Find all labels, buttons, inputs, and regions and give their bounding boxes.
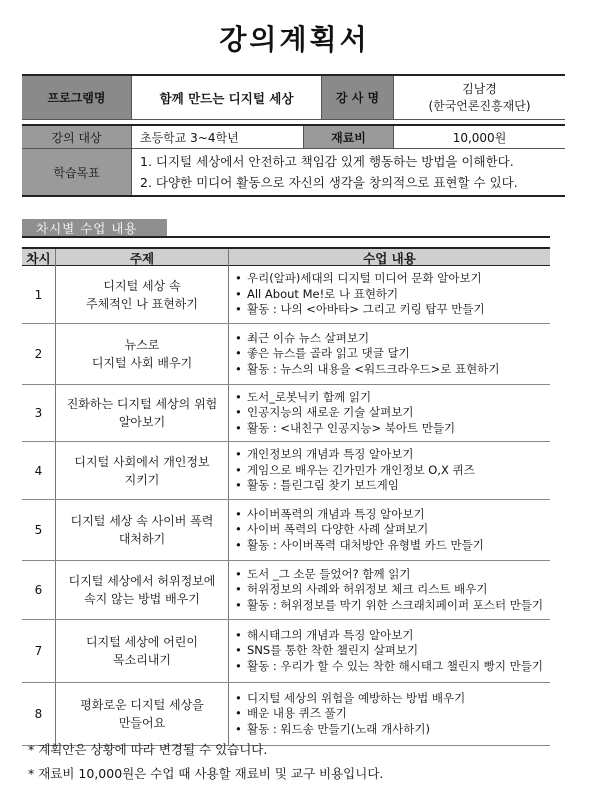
topic-line: 디지털 사회에서 개인정보 — [74, 454, 210, 469]
content-item: • 사이버폭력의 개념과 특징 알아보기 — [233, 507, 425, 523]
topic-line: 평화로운 디지털 세상을 — [80, 698, 204, 712]
session-content — [229, 683, 550, 745]
document-title: 강의계획서 — [219, 23, 370, 56]
target-goal-block — [22, 124, 565, 197]
topic-line: 진화하는 디지털 세상의 위험 — [66, 397, 218, 411]
goal-item: 1. 디지털 세상에서 안전하고 책임감 있게 행동하는 방법을 이해한다. — [140, 154, 514, 169]
content-item: • 도서_로봇닉키 함께 읽기 — [233, 390, 371, 406]
topic-line: 지키기 — [124, 472, 160, 487]
session-content — [229, 620, 550, 682]
topic-line: 대처하기 — [118, 532, 166, 546]
content-item: • 활동 : 뉴스의 내용을 <워드크라우드>로 표현하기 — [233, 362, 500, 378]
note-fee: * 재료비 10,000원은 수업 때 사용할 재료비 및 교구 비용입니다. — [28, 766, 384, 781]
table-row — [22, 683, 550, 746]
content-item: • SNS를 통한 착한 챌린지 살펴보기 — [233, 643, 418, 659]
header-content: 수업 내용 — [363, 251, 416, 266]
content-item: • 최근 이슈 뉴스 살펴보기 — [233, 331, 369, 347]
topic-line: 디지털 세상에서 허위정보에 — [68, 574, 216, 588]
session-content — [229, 266, 550, 323]
session-content — [229, 561, 550, 619]
session-number: 2 — [22, 324, 56, 384]
schedule-header — [22, 249, 550, 266]
fee-value: 10,000원 — [452, 130, 507, 145]
target-label: 강의 대상 — [22, 126, 132, 148]
content-item: • 우리(알파)세대의 디지털 미디어 문화 알아보기 — [233, 271, 482, 287]
session-number: 1 — [22, 266, 56, 323]
content-item: • 활동 : 허위정보를 막기 위한 스크래치페이퍼 포스터 만들기 — [233, 598, 543, 614]
session-topic — [56, 500, 229, 560]
table-row — [22, 385, 550, 442]
teacher-info — [394, 76, 565, 119]
content-item: • 활동 : 우리가 할 수 있는 착한 해시태그 챌린지 빵지 만들기 — [233, 659, 543, 675]
content-item: • 활동 : 틀린그림 찾기 보드게임 — [233, 478, 399, 494]
content-item: • 활동 : <내친구 인공지능> 북아트 만들기 — [233, 421, 455, 437]
goal-list — [132, 148, 565, 195]
session-topic — [56, 620, 229, 682]
content-item: • 허위정보의 사례와 허위정보 체크 리스트 배우기 — [233, 582, 487, 598]
session-topic — [56, 561, 229, 619]
teacher-label: 강 사 명 — [322, 76, 394, 119]
program-label: 프로그램명 — [22, 76, 132, 119]
table-row — [22, 500, 550, 561]
program-value: 함께 만드는 디지털 세상 — [132, 76, 322, 119]
topic-line: 디지털 세상 속 — [103, 278, 181, 293]
section-title: 차시별 수업 내용 — [22, 219, 167, 236]
content-item: • 해시태그의 개념과 특징 알아보기 — [233, 628, 414, 644]
content-item: • 개인정보의 개념과 특징 알아보기 — [233, 447, 414, 463]
target-value: 초등학교 3~4학년 — [132, 126, 304, 148]
goal-item: 2. 다양한 미디어 활동으로 자신의 생각을 창의적으로 표현할 수 있다. — [140, 175, 518, 190]
session-content — [229, 442, 550, 499]
session-number: 3 — [22, 385, 56, 441]
topic-line: 디지털 사회 배우기 — [91, 356, 193, 370]
session-topic — [56, 385, 229, 441]
session-topic — [56, 683, 229, 745]
fee-label: 재료비 — [304, 126, 394, 148]
teacher-name: 김남경 — [462, 81, 497, 96]
goal-label: 학습목표 — [22, 148, 132, 195]
content-item: • 활동 : 사이버폭력 대처방안 유형별 카드 만들기 — [233, 538, 484, 554]
session-number: 5 — [22, 500, 56, 560]
session-number: 4 — [22, 442, 56, 499]
content-item: • 좋은 뉴스를 골라 읽고 댓글 달기 — [233, 346, 410, 362]
table-row — [22, 266, 550, 324]
table-row — [22, 324, 550, 385]
content-item: • 디지털 세상의 위험을 예방하는 방법 배우기 — [233, 691, 465, 707]
content-item: • 도서 _그 소문 들었어? 함께 읽기 — [233, 567, 410, 583]
content-item: • 인공지능의 새로운 기술 살펴보기 — [233, 405, 414, 421]
table-row — [22, 620, 550, 683]
topic-line: 주체적인 나 표현하기 — [86, 296, 198, 311]
topic-line: 알아보기 — [118, 415, 166, 429]
topic-line: 디지털 세상에 어린이 — [86, 635, 198, 649]
header-session: 차시 — [22, 249, 56, 267]
table-row — [22, 442, 550, 500]
content-item: • 게임으로 배우는 긴가민가 개인정보 O,X 퀴즈 — [233, 463, 475, 479]
content-item: • All About Me!로 나 표현하기 — [233, 287, 398, 303]
session-topic — [56, 266, 229, 323]
content-item: • 활동 : 나의 <아바타> 그리고 키링 탑꾸 만들기 — [233, 302, 485, 318]
section-divider — [22, 236, 550, 238]
session-number: 7 — [22, 620, 56, 682]
session-content — [229, 385, 550, 441]
teacher-org: (한국언론진흥재단) — [428, 98, 531, 113]
schedule-table — [22, 247, 550, 746]
topic-line: 뉴스로 — [124, 338, 160, 352]
session-number: 8 — [22, 683, 56, 745]
header-topic: 주제 — [56, 249, 229, 267]
session-topic — [56, 442, 229, 499]
session-content — [229, 324, 550, 384]
content-item: • 배운 내용 퀴즈 풀기 — [233, 706, 347, 722]
table-row — [22, 561, 550, 620]
session-topic — [56, 324, 229, 384]
session-number: 6 — [22, 561, 56, 619]
content-item: • 사이버 폭력의 다양한 사례 살펴보기 — [233, 522, 428, 538]
topic-line: 속지 않는 방법 배우기 — [84, 592, 200, 606]
note-change: * 계획안은 상황에 따라 변경될 수 있습니다. — [28, 742, 268, 757]
topic-line: 디지털 세상 속 사이버 폭력 — [70, 514, 214, 528]
session-content — [229, 500, 550, 560]
topic-line: 만들어요 — [118, 716, 166, 730]
content-item: • 활동 : 워드송 만들기(노래 개사하기) — [233, 722, 430, 738]
program-info-row — [22, 74, 565, 120]
topic-line: 목소리내기 — [113, 653, 171, 667]
